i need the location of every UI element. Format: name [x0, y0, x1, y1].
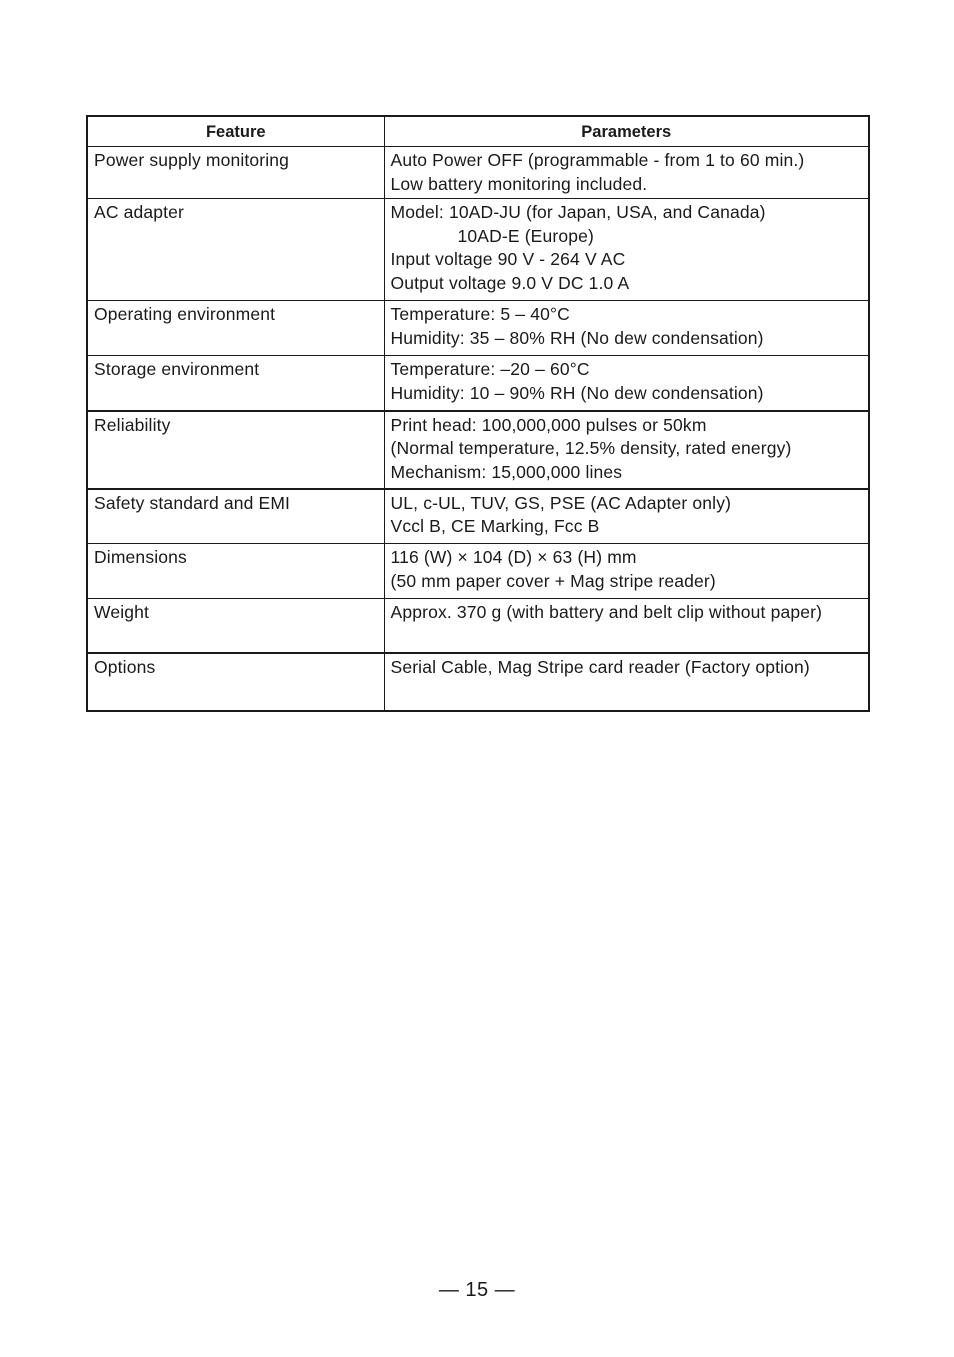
parameters-cell — [384, 489, 869, 544]
table-row — [87, 489, 869, 544]
parameter-line: Humidity: 10 – 90% RH (No dew condensation) — [390, 382, 764, 403]
table-row — [87, 544, 869, 599]
parameter-line: Output voltage 9.0 V DC 1.0 A — [390, 272, 630, 293]
feature-cell: Storage environment — [87, 356, 384, 411]
parameter-line: Auto Power OFF (programmable - from 1 to 60 min.) — [390, 150, 805, 170]
table-row — [87, 147, 869, 199]
table-row — [87, 301, 869, 356]
parameter-line: Model: 10AD-JU (for Japan, USA, and Canada) — [390, 202, 766, 222]
parameters-cell — [384, 544, 869, 599]
parameter-line: Vccl B, CE Marking, Fcc B — [390, 516, 600, 537]
table-row — [87, 199, 869, 301]
parameter-line: (Normal temperature, 12.5% density, rated energy) — [390, 438, 792, 459]
parameters-cell — [384, 411, 869, 489]
parameters-cell — [384, 147, 869, 199]
parameter-line: (50 mm paper cover + Mag stripe reader) — [390, 570, 716, 591]
column-header-feature: Feature — [87, 116, 384, 147]
feature-cell: Weight — [87, 599, 384, 653]
parameter-line: 116 (W) × 104 (D) × 63 (H) mm — [390, 547, 637, 567]
feature-cell: Options — [87, 653, 384, 711]
parameter-line: Approx. 370 g (with battery and belt clip without paper) — [390, 602, 823, 622]
parameters-cell — [384, 301, 869, 356]
parameter-line: Low battery monitoring included. — [390, 173, 648, 194]
parameters-cell — [384, 199, 869, 301]
specifications-table — [86, 115, 870, 712]
parameter-line: 10AD-E (Europe) — [457, 225, 594, 246]
parameter-line: Temperature: –20 – 60°C — [390, 359, 590, 379]
feature-cell: Operating environment — [87, 301, 384, 356]
parameter-line: UL, c-UL, TUV, GS, PSE (AC Adapter only) — [390, 492, 732, 513]
parameter-line: Temperature: 5 – 40°C — [390, 304, 570, 324]
feature-cell: Safety standard and EMI — [87, 489, 384, 544]
parameters-cell — [384, 653, 869, 711]
table-row — [87, 599, 869, 653]
parameter-line: Serial Cable, Mag Stripe card reader (Factory option) — [390, 656, 810, 677]
feature-cell: Power supply monitoring — [87, 147, 384, 199]
parameter-line: Print head: 100,000,000 pulses or 50km — [390, 414, 707, 435]
parameter-line: Humidity: 35 – 80% RH (No dew condensation) — [390, 327, 764, 348]
parameter-line: Mechanism: 15,000,000 lines — [390, 461, 623, 482]
table-row — [87, 411, 869, 489]
feature-cell: AC adapter — [87, 199, 384, 301]
parameters-cell — [384, 599, 869, 653]
parameters-cell — [384, 356, 869, 411]
table-row — [87, 356, 869, 411]
table-header-row — [87, 116, 869, 147]
feature-cell: Dimensions — [87, 544, 384, 599]
feature-cell: Reliability — [87, 411, 384, 489]
parameter-line: Input voltage 90 V - 264 V AC — [390, 249, 626, 270]
table-row — [87, 653, 869, 711]
column-header-parameters: Parameters — [384, 116, 869, 147]
page-number: — 15 — — [438, 1279, 516, 1301]
